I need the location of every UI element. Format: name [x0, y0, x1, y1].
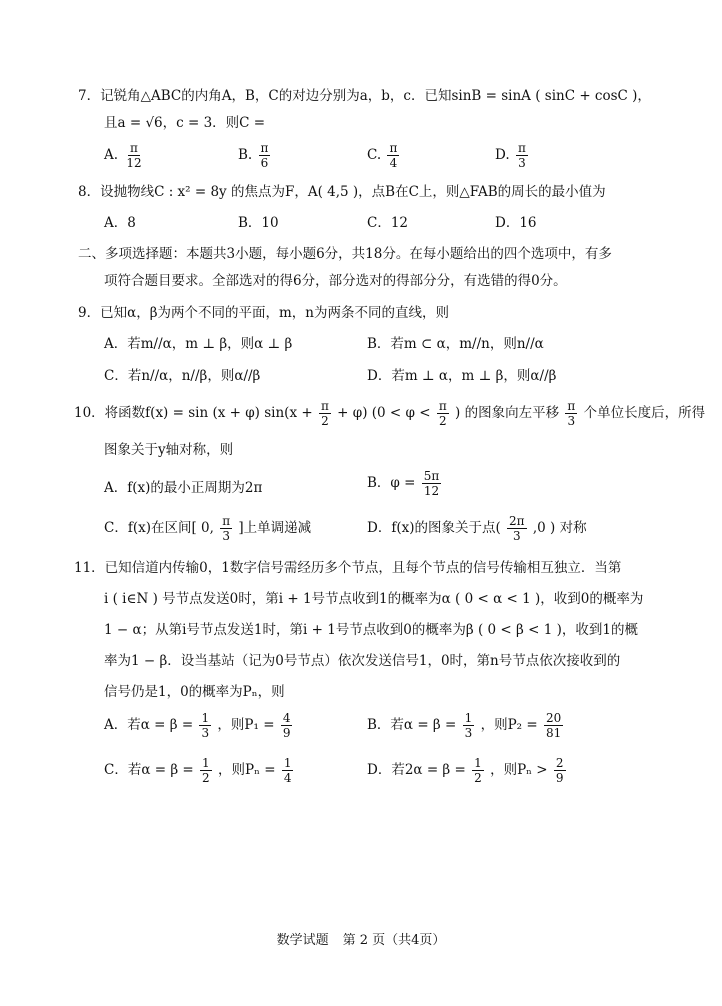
q9-option-c: C．若n//α，n//β，则α//β — [104, 368, 261, 384]
q7-option-c: C. $\frac{\pi}{4}$ — [367, 141, 398, 170]
q10-option-c: C．f(x)在区间[ 0, $\frac{\pi}{3}$ ]上单调递减 — [104, 514, 312, 543]
q7-stem-line1: 7．记锐角△ABC的内角A，B，C的对边分别为a，b，c．已知sinB = sinA ( sinC + cosC )， — [78, 88, 651, 104]
q11-stem-line2: i ( i∈N ) 号节点发送0时，第i + 1号节点收到1的概率为α ( 0 < α < 1 )，收到0的概率为 — [104, 591, 644, 607]
q10-option-b: B．φ = $\frac{5\pi}{12}$ — [367, 469, 440, 498]
q11-option-c: C．若α = β = $\frac{1}{2}$ ，则Pₙ = $\frac{1}{4}$ — [104, 756, 292, 785]
footer-page-number: 第 2 页（共4页） — [342, 933, 446, 948]
q11-option-d: D．若2α = β = $\frac{1}{2}$ ，则Pₙ > $\frac{2}{9}$ — [367, 756, 564, 785]
q10-stem-line1: 10．将函数f(x) = sin (x + φ) sin(x + $\frac{\pi}{2}$ + φ) (0 < φ < $\frac{\pi}{2}$ ) 的图象向左平移 $\frac{\pi}{3}$ 个单位长度后，所得 — [74, 399, 706, 428]
q9-stem: 9．已知α，β为两个不同的平面，m，n为两条不同的直线，则 — [78, 305, 450, 321]
q9-option-b: B．若m ⊂ α，m//n，则n//α — [367, 336, 544, 352]
q8-option-b: B．10 — [238, 215, 279, 231]
q8-stem: 8．设抛物线C : x² = 8y 的焦点为F，A( 4,5 )，点B在C上，则△FAB的周长的最小值为 — [78, 184, 606, 200]
q11-stem-line3: 1 − α；从第i号节点发送1时，第i + 1号节点收到0的概率为β ( 0 < β < 1 )，收到1的概 — [104, 622, 638, 638]
footer-subject: 数学试题 — [276, 933, 329, 948]
q7-option-a: A. $\frac{\pi}{12}$ — [104, 141, 142, 170]
q11-option-b: B．若α = β = $\frac{1}{3}$ ，则P₂ = $\frac{20}{81}$ — [367, 711, 562, 740]
q10-option-a: A．f(x)的最小正周期为2π — [104, 480, 263, 496]
q10-stem-line2: 图象关于y轴对称，则 — [104, 442, 234, 458]
q11-stem-line5: 信号仍是1，0的概率为Pₙ，则 — [104, 684, 285, 700]
q10-option-d: D．f(x)的图象关于点( $\frac{2\pi}{3}$ ,0 ) 对称 — [367, 514, 587, 543]
q7-option-d: D. $\frac{\pi}{3}$ — [495, 141, 526, 170]
q11-option-a: A．若α = β = $\frac{1}{3}$ ，则P₁ = $\frac{4}{9}$ — [104, 711, 291, 740]
section2-line1: 二、多项选择题：本题共3小题，每小题6分，共18分。在每小题给出的四个选项中，有多 — [78, 246, 612, 262]
q11-stem-line1: 11．已知信道内传输0，1数字信号需经历多个节点，且每个节点的信号传输相互独立．当第 — [74, 560, 622, 576]
q7-stem-line2: 且a = √6，c = 3．则C = — [104, 115, 266, 131]
q11-stem-line4: 率为1 − β．设当基站（记为0号节点）依次发送信号1，0时，第n号节点依次接收到的 — [104, 653, 621, 669]
q9-option-d: D．若m ⊥ α，m ⊥ β，则α//β — [367, 368, 557, 384]
page-footer — [0, 929, 722, 948]
q8-option-a: A．8 — [104, 215, 136, 231]
q7-option-b: B. $\frac{\pi}{6}$ — [238, 141, 269, 170]
section2-line2: 项符合题目要求。全部选对的得6分，部分选对的得部分分，有选错的得0分。 — [104, 273, 567, 289]
q8-option-d: D．16 — [495, 215, 537, 231]
q9-option-a: A．若m//α，m ⊥ β，则α ⊥ β — [104, 336, 293, 352]
q8-option-c: C．12 — [367, 215, 409, 231]
